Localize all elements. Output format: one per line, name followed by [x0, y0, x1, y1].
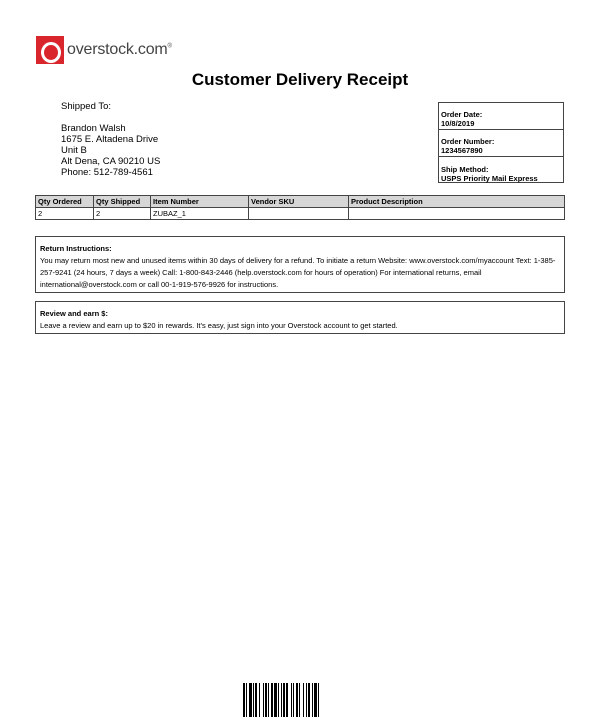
cell-vendor-sku — [249, 208, 349, 220]
col-qty-ordered: Qty Ordered — [36, 196, 94, 208]
brand-name: overstock.com® — [67, 41, 172, 58]
overstock-logo — [36, 36, 172, 64]
col-vendor-sku: Vendor SKU — [249, 196, 349, 208]
shipped-to-label: Shipped To: — [61, 101, 112, 112]
cell-item-number: ZUBAZ_1 — [151, 208, 249, 220]
items-table-header — [36, 196, 565, 208]
order-info-box — [438, 102, 564, 183]
table-row — [36, 208, 565, 220]
col-item-number: Item Number — [151, 196, 249, 208]
recipient-name: Brandon Walsh — [61, 123, 126, 134]
address-city-state-zip: Alt Dena, CA 90210 US — [61, 156, 161, 167]
shipped-to-block — [61, 101, 160, 178]
overstock-logo-icon — [36, 36, 64, 64]
barcode-bar — [319, 683, 321, 717]
ship-method-cell — [439, 157, 563, 184]
review-earn-box — [35, 301, 565, 334]
return-instructions-heading: Return Instructions: — [40, 244, 112, 253]
col-qty-shipped: Qty Shipped — [94, 196, 151, 208]
cell-qty-shipped: 2 — [94, 208, 151, 220]
ship-method-label: Ship Method: — [441, 165, 489, 174]
address-line-2: Unit B — [61, 145, 87, 156]
return-instructions-text: You may return most new and unused items within 30 days of delivery for a refund. To initiate a return Website: www.overstock.com/myaccount Text: 1-385-257-9241 (24 hours, 7 days a week) Call: 1-800-843-2446 (help.overstock.com for hours of operation) For international returns, email international@overstock.com or call 00-1-919-576-9926 for instructions. — [40, 256, 556, 289]
order-date-label: Order Date: — [441, 110, 483, 119]
items-table — [35, 195, 565, 220]
ship-method-value: USPS Priority Mail Express — [441, 174, 538, 183]
cell-qty-ordered: 2 — [36, 208, 94, 220]
page-title: Customer Delivery Receipt — [191, 70, 409, 89]
address-line-1: 1675 E. Altadena Drive — [61, 134, 159, 145]
col-product-description: Product Description — [349, 196, 565, 208]
review-earn-heading: Review and earn $: — [40, 309, 108, 318]
recipient-phone: Phone: 512-789-4561 — [61, 167, 153, 178]
order-number-label: Order Number: — [441, 137, 495, 146]
order-number-cell — [439, 130, 563, 157]
barcode — [243, 683, 355, 717]
order-number-value: 1234567890 — [441, 146, 483, 155]
order-date-cell — [439, 103, 563, 130]
review-earn-text: Leave a review and earn up to $20 in rewards. It's easy, just sign into your Overstock account to get started. — [40, 321, 398, 330]
return-instructions-box — [35, 236, 565, 293]
cell-product-description — [349, 208, 565, 220]
order-date-value: 10/8/2019 — [441, 119, 475, 128]
